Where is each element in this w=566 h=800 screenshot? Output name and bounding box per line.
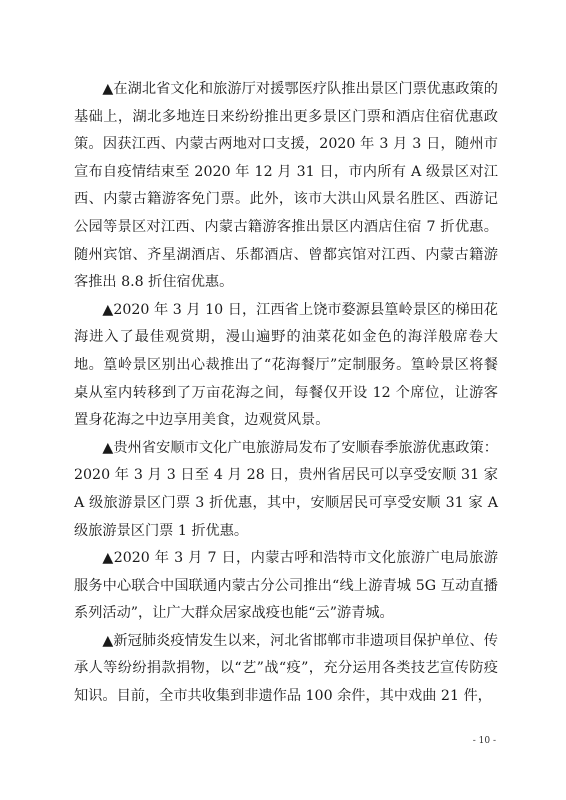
body-text [74, 76, 498, 711]
page-number: - 10 - [472, 736, 496, 746]
paragraph-jiangxi-huangling: ▲2020 年 3 月 10 日，江西省上饶市婺源县篁岭景区的梯田花海进入了最佳观赏期，漫山遍野的油菜花如金色的海洋般席卷大地。篁岭景区别出心裁推出了“花海餐厅”定制服务。篁岭景区将餐桌从室内转移到了万亩花海之间，每餐仅开设 12 个席位，让游客置身花海之中边享用美食，边观赏风景。 [74, 301, 498, 429]
paragraph-guizhou-anshun: ▲贵州省安顺市文化广电旅游局发布了安顺春季旅游优惠政策：2020 年 3 月 3 日至 4 月 28 日，贵州省居民可以享受安顺 31 家 A 级旅游景区门票 3 折优惠，其中，安顺居民可享受安顺 31 家 A 级旅游景区门票 1 折优惠。 [74, 439, 498, 539]
paragraph-inner-mongolia-live: ▲2020 年 3 月 7 日，内蒙古呼和浩特市文化旅游广电局旅游服务中心联合中国联通内蒙古分公司推出“线上游青城 5G 互动直播系列活动”，让广大群众居家战疫也能“云”游青城。 [74, 550, 498, 622]
paragraph-hubei-ticket-policy: ▲在湖北省文化和旅游厅对援鄂医疗队推出景区门票优惠政策的基础上，湖北多地连日来纷纷推出更多景区门票和酒店住宿优惠政策。因获江西、内蒙古两地对口支援，2020 年 3 月 3 日，随州市宣布自疫情结束至 2020 年 12 月 31 日，市内所有 A 级景区对江西、内蒙古籍游客免门票。此外，该市大洪山风景名胜区、西游记公园等景区对江西、内蒙古籍游客推出景区内酒店住宿 7 折优惠。随州宾馆、齐星湖酒店、乐都酒店、曾都宾馆对江西、内蒙古籍游客推出 8.8 折住宿优惠。 [74, 81, 498, 291]
paragraph-hebei-handan: ▲新冠肺炎疫情发生以来，河北省邯郸市非遗项目保护单位、传承人等纷纷捐款捐物，以“艺”战“疫”，充分运用各类技艺宣传防疫知识。目前，全市共收集到非遗作品 100 余件，其中戏曲 21 件， [74, 632, 498, 705]
